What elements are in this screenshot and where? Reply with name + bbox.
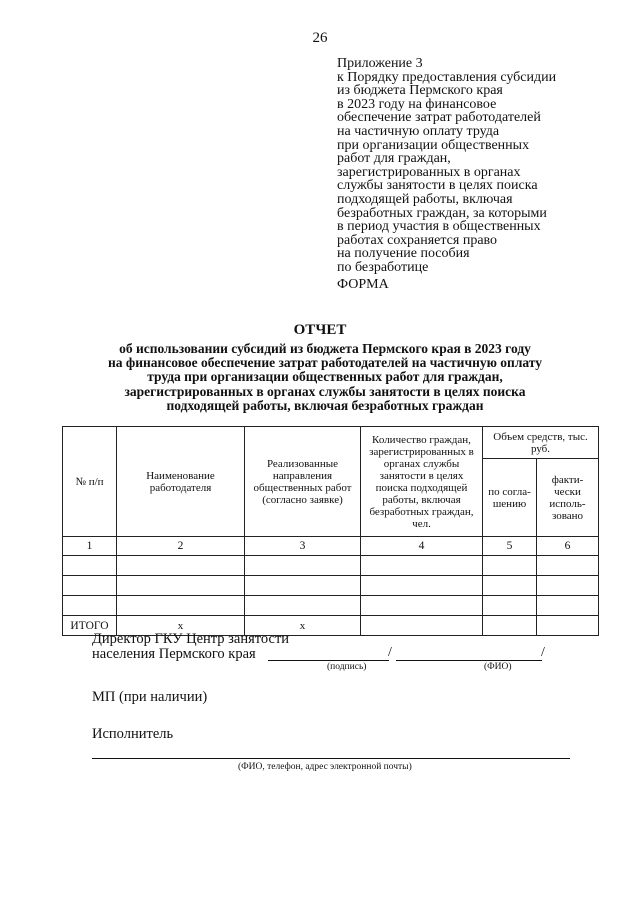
header-employer: Наименование работодателя — [117, 427, 245, 537]
table-cell[interactable] — [63, 596, 117, 616]
total-x-directions: х — [245, 616, 361, 636]
column-number: 4 — [361, 537, 483, 556]
appendix-line: на частичную оплату труда — [337, 123, 500, 139]
column-number: 6 — [537, 537, 599, 556]
column-number: 5 — [483, 537, 537, 556]
table-cell[interactable] — [117, 596, 245, 616]
column-number: 3 — [245, 537, 361, 556]
table-cell[interactable] — [537, 616, 599, 636]
table-cell[interactable] — [117, 576, 245, 596]
table-cell[interactable] — [537, 596, 599, 616]
stamp-label: МП (при наличии) — [92, 689, 208, 705]
table-cell[interactable] — [63, 556, 117, 576]
appendix-line: к Порядку предоставления субсидии — [337, 69, 557, 85]
table-row — [63, 596, 599, 616]
header-actual: факти-чески исполь-зовано — [537, 459, 599, 537]
fio-caption: (ФИО) — [484, 662, 512, 672]
column-number: 2 — [117, 537, 245, 556]
appendix-line: при организации общественных — [337, 137, 530, 153]
director-block — [92, 632, 289, 662]
header-citizens: Количество граждан, зарегистрированных в органах службы занятости в целях поиска подходящей работы, включая безработных граждан, чел. — [361, 427, 483, 537]
appendix-line: службы занятости в целях поиска — [337, 178, 538, 194]
document-subtitle — [60, 342, 590, 413]
total-label: ИТОГО — [63, 616, 117, 636]
header-funds: Объем средств, тыс. руб. — [483, 427, 599, 459]
appendix-line: в период участия в общественных — [337, 219, 541, 235]
header-number: № п/п — [63, 427, 117, 537]
table-cell[interactable] — [483, 556, 537, 576]
appendix-line: работах сохраняется право — [337, 232, 498, 248]
column-number-row — [63, 537, 599, 556]
executor-caption: (ФИО, телефон, адрес электронной почты) — [238, 762, 412, 772]
header-agreement: по согла-шению — [483, 459, 537, 537]
table-cell[interactable] — [361, 576, 483, 596]
table-cell[interactable] — [361, 556, 483, 576]
slash-separator: / — [541, 645, 545, 660]
slash-separator: / — [388, 645, 392, 660]
executor-line[interactable] — [92, 758, 570, 759]
executor-label: Исполнитель — [92, 726, 174, 742]
report-table — [62, 426, 599, 636]
table-cell[interactable] — [63, 576, 117, 596]
table-cell[interactable] — [483, 596, 537, 616]
appendix-line: по безработице — [337, 259, 429, 275]
appendix-line: безработных граждан, за которыми — [337, 205, 547, 221]
table-cell[interactable] — [537, 556, 599, 576]
table-cell[interactable] — [483, 616, 537, 636]
subtitle-line: об использовании субсидий из бюджета Пермского края в 2023 году — [119, 341, 531, 356]
appendix-block — [337, 57, 556, 275]
subtitle-line: подходящей работы, включая безработных граждан — [166, 397, 484, 413]
appendix-line: в 2023 году на финансовое — [337, 96, 497, 112]
table-cell[interactable] — [537, 576, 599, 596]
appendix-line: обеспечение затрат работодателей — [337, 110, 541, 126]
table-row — [63, 556, 599, 576]
subtitle-line: труда при организации общественных работ для граждан, — [147, 369, 503, 385]
table-cell[interactable] — [245, 596, 361, 616]
signature-line[interactable] — [268, 660, 389, 661]
director-title: Директор ГКУ Центр занятости — [92, 631, 290, 647]
column-number: 1 — [63, 537, 117, 556]
subtitle-line: на финансовое обеспечение затрат работодателей на частичную оплату — [107, 355, 543, 371]
table-cell[interactable] — [245, 576, 361, 596]
director-title-cont: населения Пермского края — [92, 646, 256, 662]
appendix-line: работ для граждан, — [337, 151, 451, 167]
header-directions: Реализованные направления общественных работ (согласно заявке) — [245, 427, 361, 537]
page-number: 26 — [312, 30, 328, 46]
appendix-line: из бюджета Пермского края — [337, 83, 503, 99]
fio-line[interactable] — [396, 660, 542, 661]
table-cell[interactable] — [245, 556, 361, 576]
table-cell[interactable] — [483, 576, 537, 596]
table-cell[interactable] — [361, 616, 483, 636]
appendix-line: подходящей работы, включая — [337, 191, 513, 207]
signature-caption: (подпись) — [327, 662, 367, 672]
document-title: ОТЧЕТ — [293, 322, 347, 338]
appendix-line: зарегистрированных в органах — [337, 164, 521, 180]
appendix-line: на получение пособия — [337, 246, 470, 262]
subtitle-line: зарегистрированных в органах службы занятости в целях поиска — [124, 383, 526, 399]
appendix-line: Приложение 3 — [337, 56, 423, 71]
form-label: ФОРМА — [337, 277, 389, 292]
total-x-employer: х — [117, 616, 245, 636]
table-cell[interactable] — [361, 596, 483, 616]
table-row — [63, 576, 599, 596]
table-cell[interactable] — [117, 556, 245, 576]
